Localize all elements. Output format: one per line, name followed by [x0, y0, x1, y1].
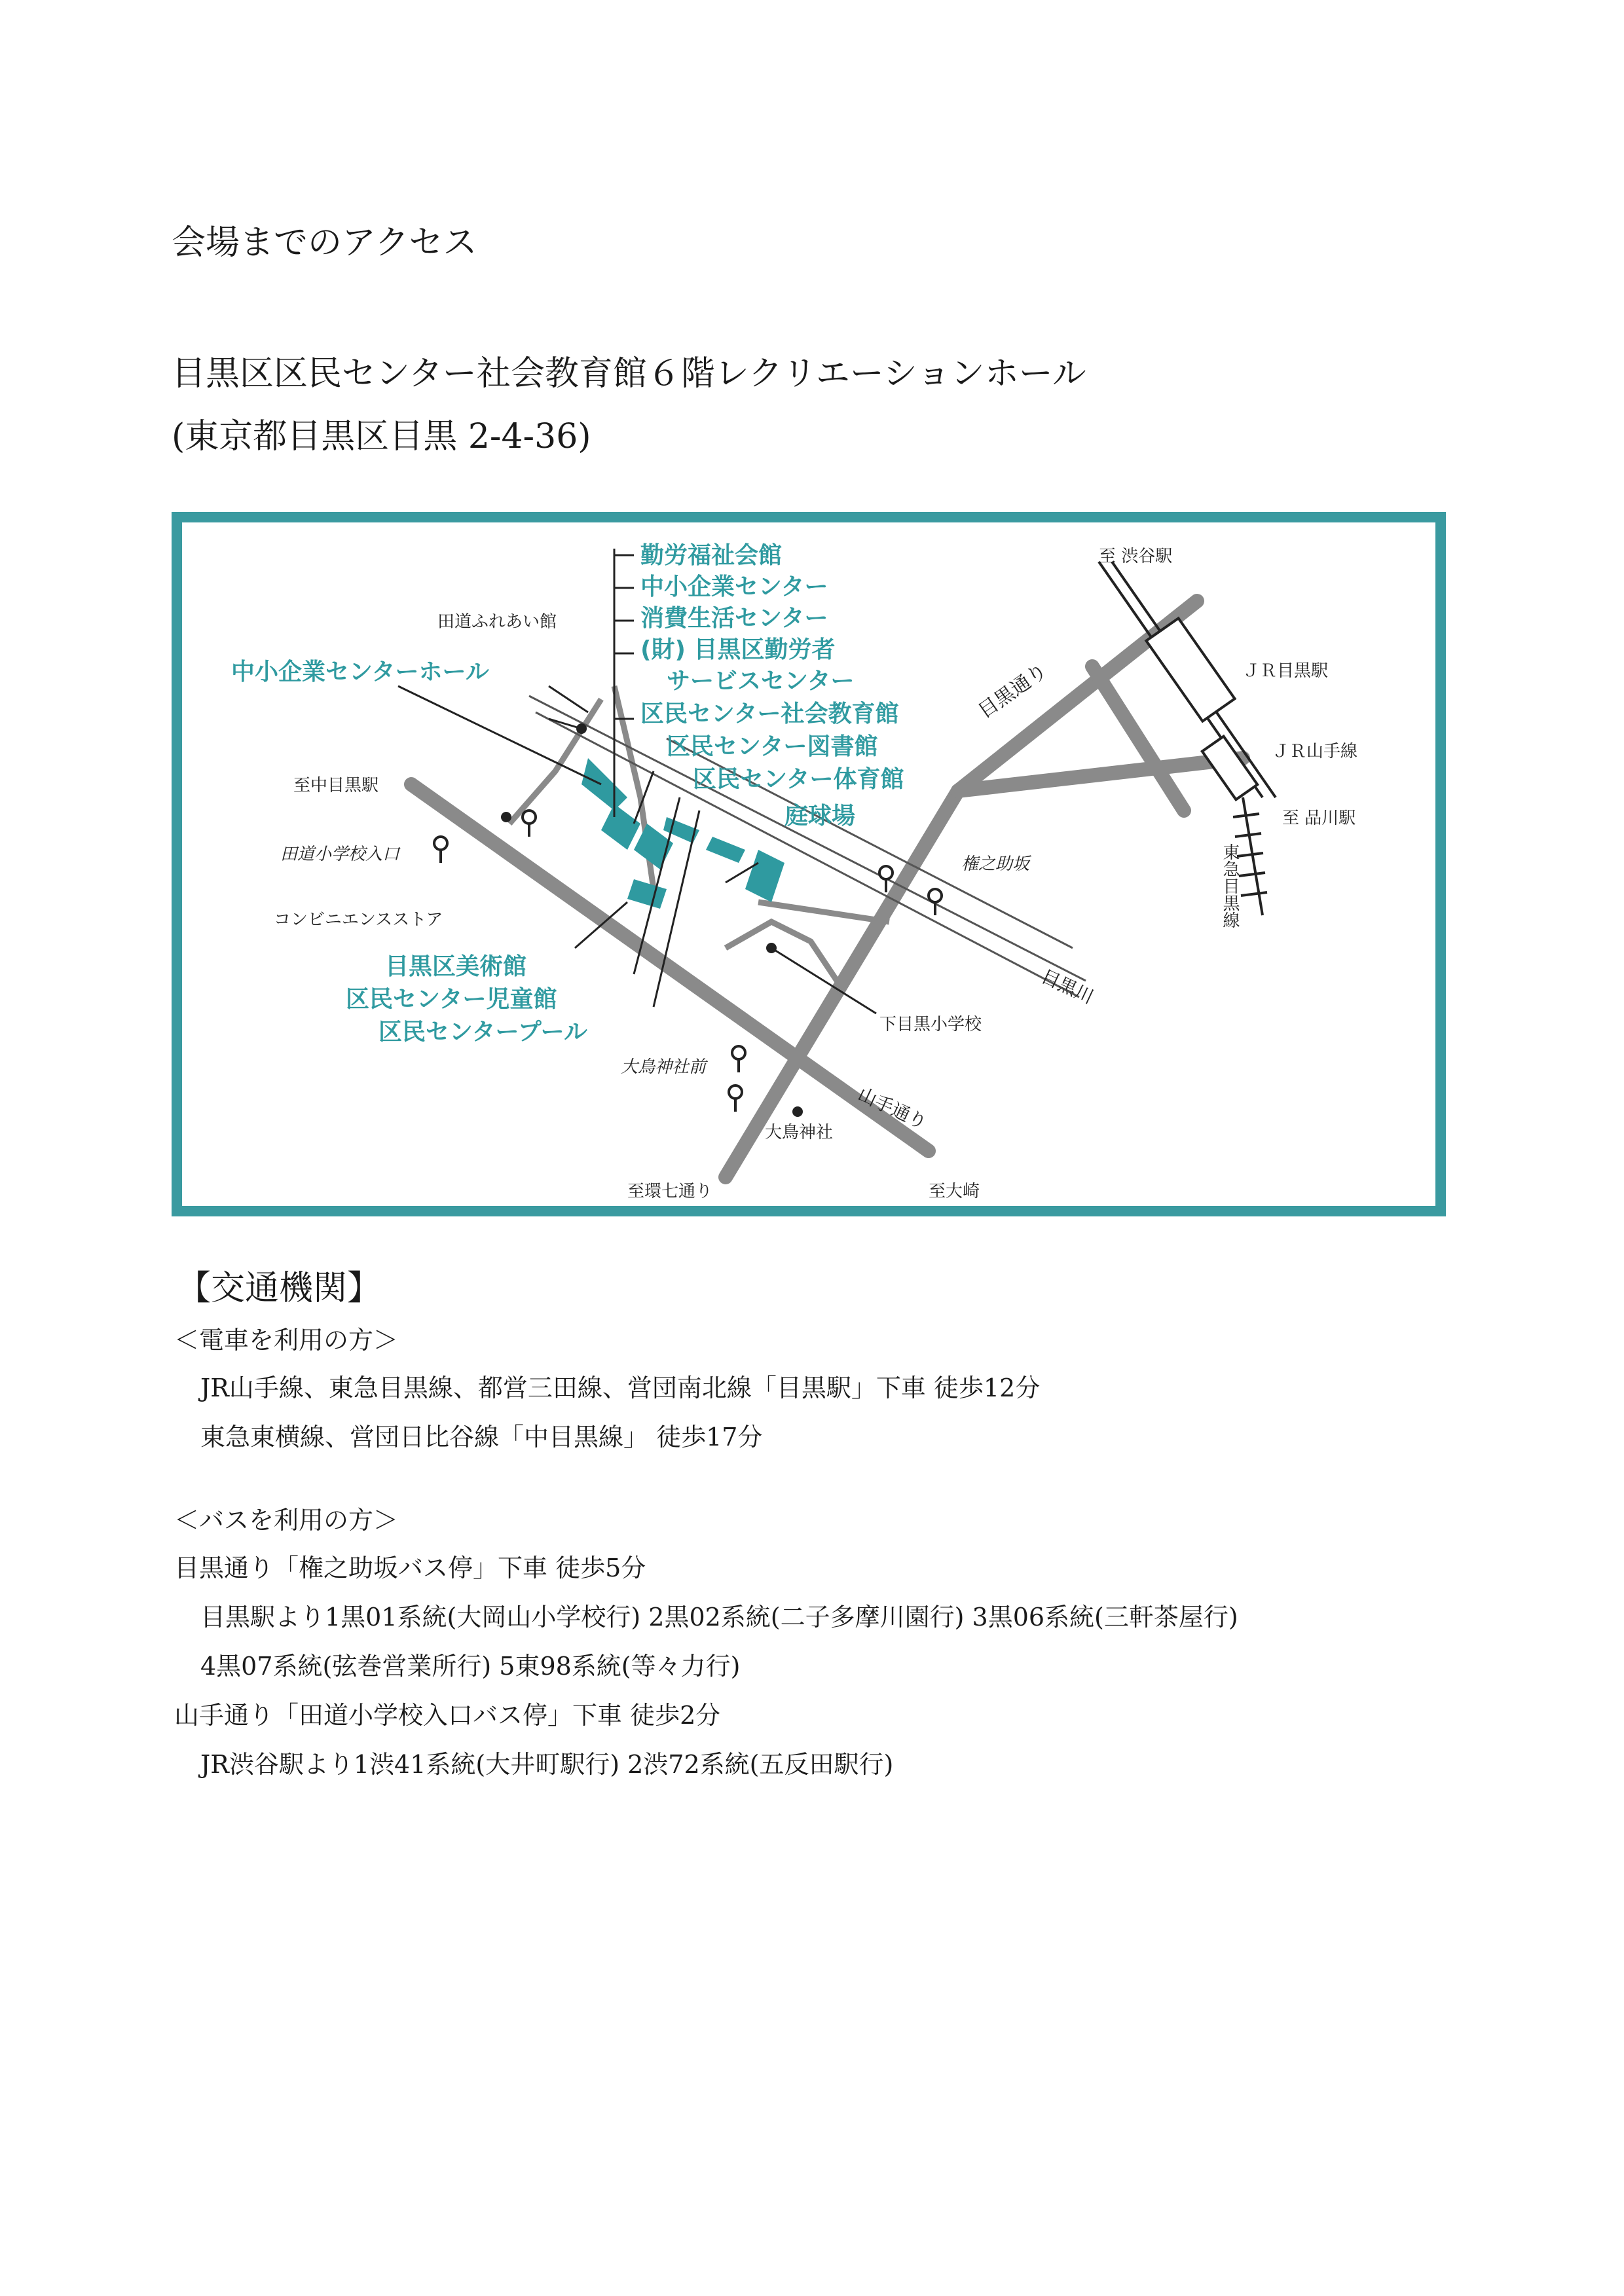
transport-heading: 【交通機関】	[177, 1269, 382, 1308]
bus-route-1: 目黒通り「権之助坂バス停」下車 徒歩5分	[174, 1554, 646, 1582]
education-building	[601, 804, 640, 850]
map-label-convenience: コンビニエンスストア	[274, 910, 443, 930]
map-label-kannana: 至環七通り	[627, 1182, 713, 1201]
bus-stop-icon	[732, 1046, 745, 1059]
map-label-museum: 目黒区美術館	[385, 953, 527, 980]
map-label-shibuya: 至 渋谷駅	[1099, 547, 1173, 566]
map-label-pool: 区民センタープール	[378, 1019, 587, 1046]
tennis-court	[745, 850, 784, 902]
minor-road-south	[726, 922, 837, 981]
train-heading: ＜電車を利用の方＞	[174, 1326, 399, 1355]
bus-stop-icon	[523, 811, 536, 824]
map-label-building: 区民センター社会教育館	[640, 701, 899, 727]
bus-stop-icon	[729, 1085, 742, 1099]
jr-meguro-station-building	[1146, 618, 1234, 721]
map-label-building: 区民センター体育館	[693, 766, 904, 793]
station-road	[1092, 666, 1184, 811]
bus-route-2: 山手通り「田道小学校入口バス停」下車 徒歩2分	[174, 1701, 721, 1730]
map-label-shimomeguro-school: 下目黒小学校	[879, 1015, 982, 1034]
bus-route-1-detail: 目黒駅より1黒01系統(大岡山小学校行) 2黒02系統(二子多摩川園行) 3黒06系統(三軒茶屋行)	[200, 1603, 1238, 1631]
venue-address: (東京都目黒区目黒 2-4-36)	[172, 417, 591, 456]
map-label-building: サービスセンター	[667, 668, 855, 695]
map-label-osaki: 至大崎	[929, 1182, 980, 1201]
map-label-tokyu-line: 東急目黒線	[1220, 843, 1240, 928]
map-label-building: 区民センター図書館	[667, 733, 878, 760]
map-label-tennis: 庭球場	[784, 803, 856, 829]
map-label-to-nakameguro: 至中目黒駅	[293, 776, 379, 795]
map-label-building: (財) 目黒区勤労者	[640, 636, 836, 663]
map-label-shinagawa: 至 品川駅	[1282, 809, 1356, 828]
map-drawing	[182, 522, 1435, 1206]
map-label-yamanote-line: ＪＲ山手線	[1272, 742, 1358, 761]
train-line-2: 東急東横線、営団日比谷線「中目黒線」 徒歩17分	[200, 1423, 763, 1451]
page-title: 会場までのアクセス	[172, 223, 477, 263]
gym-annex-building	[706, 837, 745, 863]
bus-heading: ＜バスを利用の方＞	[174, 1506, 399, 1535]
map-label-building: 勤労福祉会館	[640, 542, 783, 569]
map-label-fureai: 田道ふれあい館	[437, 612, 557, 632]
map-label-gonnosuke: 権之助坂	[961, 854, 1030, 874]
bus-stop-icon	[879, 866, 893, 879]
hall-building	[581, 758, 627, 811]
bus-stop-icon	[434, 837, 447, 850]
train-line-1: JR山手線、東急目黒線、都営三田線、営団南北線「目黒駅」下車 徒歩12分	[200, 1374, 1041, 1402]
convenience-store-dot	[501, 812, 511, 822]
museum-building	[627, 879, 667, 909]
map-label-bus-denda: 田道小学校入口	[280, 845, 400, 864]
venue-name: 目黒区区民センター社会教育館６階レクリエーションホール	[172, 354, 1086, 393]
bus-route-1-detail: 4黒07系統(弦巻営業所行) 5東98系統(等々力行)	[200, 1652, 741, 1681]
map-label-jr-meguro: ＪＲ目黒駅	[1243, 661, 1329, 681]
map-label-meguro-dori: 目黒通り	[974, 659, 1052, 723]
map-label-building: 消費生活センター	[640, 605, 828, 632]
map-label-children: 区民センター児童館	[346, 986, 557, 1013]
fureai-dot	[576, 723, 587, 734]
bus-route-2-detail: JR渋谷駅より1渋41系統(大井町駅行) 2渋72系統(五反田駅行)	[200, 1750, 894, 1779]
shrine-dot	[792, 1106, 803, 1117]
access-map	[172, 512, 1446, 1216]
map-label-building: 中小企業センター	[640, 574, 828, 600]
map-label-hall: 中小企業センターホール	[231, 659, 489, 685]
map-label-otori-bus: 大鳥神社前	[621, 1057, 707, 1077]
map-label-meguro-river: 目黒川	[1038, 965, 1098, 1008]
minor-road-east	[758, 902, 889, 922]
bus-stop-icon	[929, 889, 942, 902]
map-label-yamate-dori: 山手通り	[855, 1083, 931, 1134]
map-label-otori-shrine: 大鳥神社	[765, 1123, 834, 1142]
minor-roads	[509, 686, 889, 981]
school-dot	[766, 943, 777, 953]
